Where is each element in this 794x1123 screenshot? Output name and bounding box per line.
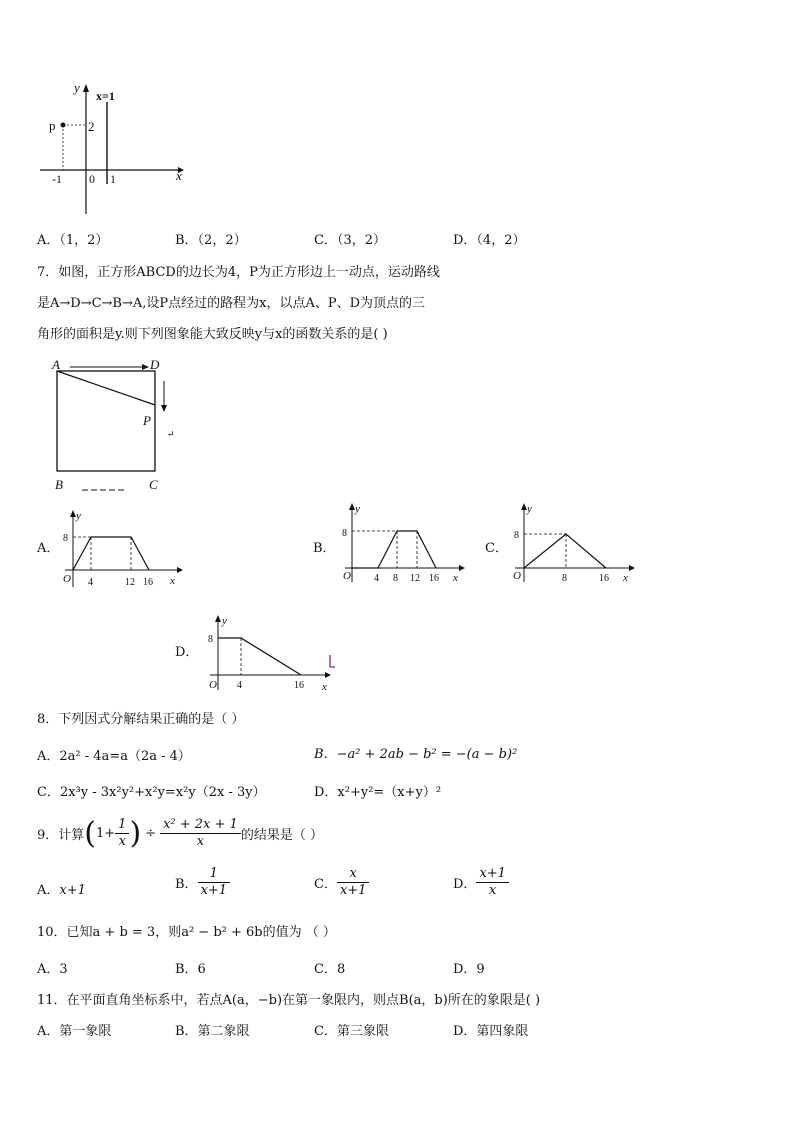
q9-fraction-1: $\frac{1}{x}$ xyxy=(115,817,129,850)
q6-option-d: D．（4，2） xyxy=(453,233,526,248)
q9-stem: 9．计算 ( 1+ $\frac{1}{x}$ ) ÷ $\frac{\text{x² + 2x + 1}}{x}$ 的结果是（ ） xyxy=(37,815,323,851)
square-abcd xyxy=(57,371,155,471)
label-a: A xyxy=(52,357,60,372)
q8-option-b: B．−a² + 2ab − b² = −(a − b)² xyxy=(314,747,518,762)
label-c: C xyxy=(149,477,158,492)
motion-arrow-right-head xyxy=(161,405,167,412)
label-d: D xyxy=(150,357,160,372)
q11-option-b: B．第二象限 xyxy=(175,1024,250,1039)
q9-fraction-2: $\frac{\text{x² + 2x + 1}}{x}$ xyxy=(160,817,241,850)
graph-d-curve xyxy=(218,638,301,675)
q10-option-b: B．6 xyxy=(175,962,206,977)
q9-option-c: C． $\frac{x}{x+1}$ xyxy=(314,866,369,899)
svg-text:x: x xyxy=(623,572,628,584)
q9-option-b: B． $\frac{1}{x+1}$ xyxy=(175,866,230,899)
graph-b-curve xyxy=(352,531,436,568)
graph-c-curve xyxy=(524,534,606,568)
q9-one-plus: 1+ xyxy=(96,825,116,841)
q11-option-d: D．第四象限 xyxy=(453,1024,529,1039)
svg-text:O: O xyxy=(209,679,217,691)
svg-text:16: 16 xyxy=(294,680,304,691)
svg-text:x: x xyxy=(322,681,327,693)
q7-square-figure xyxy=(50,355,185,495)
svg-text:O: O xyxy=(513,570,521,582)
q7-graph-a xyxy=(55,507,185,592)
svg-text:16: 16 xyxy=(429,573,439,584)
q6-coordinate-graph xyxy=(30,78,190,218)
svg-text:4: 4 xyxy=(237,680,242,691)
svg-text:O: O xyxy=(63,573,71,585)
q7-option-b-letter: B． xyxy=(313,541,336,556)
svg-text:y: y xyxy=(527,503,532,515)
q10-option-a: A．3 xyxy=(37,962,68,977)
svg-text:y: y xyxy=(355,503,360,515)
q7-graph-b xyxy=(335,500,470,585)
q9-option-a: A．x+1 xyxy=(37,883,86,898)
svg-text:8: 8 xyxy=(208,634,213,645)
q7-option-a-letter: A． xyxy=(37,541,60,556)
point-p xyxy=(61,123,66,128)
q7-line-2: 是A→D→C→B→A,设P点经过的路程为x，以点A、P、D为顶点的三 xyxy=(37,296,426,311)
svg-text:8: 8 xyxy=(63,533,68,544)
q11-option-a: A．第一象限 xyxy=(37,1024,112,1039)
svg-text:16: 16 xyxy=(599,573,609,584)
svg-text:4: 4 xyxy=(374,573,379,584)
label-x: x xyxy=(176,168,182,183)
label-p: p xyxy=(49,118,56,133)
svg-text:x: x xyxy=(170,575,175,587)
svg-text:y: y xyxy=(76,510,81,522)
q7-option-d-letter: D． xyxy=(175,645,199,660)
graph-a-curve xyxy=(73,537,149,570)
svg-text:8: 8 xyxy=(342,528,347,539)
label-p: P xyxy=(143,413,151,428)
svg-text:x: x xyxy=(453,572,458,584)
svg-text:12: 12 xyxy=(125,577,135,588)
y-axis-arrow xyxy=(83,84,89,92)
q11-stem: 11．在平面直角坐标系中，若点A(a，−b)在第一象限内，则点B(a，b)所在的象限是( ) xyxy=(37,993,541,1008)
segment-ap xyxy=(57,371,155,405)
q7-line-3: 角形的面积是y.则下列图象能大致反映y与x的函数关系的是( ) xyxy=(37,327,388,342)
q11-option-c: C．第三象限 xyxy=(314,1024,389,1039)
svg-text:↵: ↵ xyxy=(167,429,175,439)
svg-text:y: y xyxy=(222,615,227,627)
q8-option-d: D．x²+y²=（x+y）² xyxy=(314,785,442,800)
svg-text:8: 8 xyxy=(514,530,519,541)
label-line: x=1 xyxy=(96,89,115,103)
svg-text:12: 12 xyxy=(410,573,420,584)
q9-divide: ÷ xyxy=(145,825,157,841)
label-0: 0 xyxy=(89,172,95,186)
q8-stem: 8．下列因式分解结果正确的是（ ） xyxy=(37,712,245,727)
q10-option-d: D．9 xyxy=(453,962,485,977)
q10-stem: 10．已知a + b = 3，则a² − b² + 6b的值为 （ ） xyxy=(37,925,336,940)
q6-option-b: B．（2，2） xyxy=(175,233,247,248)
svg-text:16: 16 xyxy=(143,577,153,588)
motion-arrow-top-head xyxy=(142,364,149,370)
q9-prefix: 9．计算 xyxy=(37,827,85,843)
q9-suffix: 的结果是（ ） xyxy=(240,827,323,843)
label-y: y xyxy=(74,80,80,95)
label-neg1: -1 xyxy=(52,172,62,186)
svg-text:8: 8 xyxy=(562,573,567,584)
q7-option-c-letter: C． xyxy=(485,541,508,556)
q10-option-c: C．8 xyxy=(314,962,346,977)
q8-option-a: A．2a² - 4a=a（2a - 4） xyxy=(37,749,191,764)
svg-text:4: 4 xyxy=(88,577,93,588)
svg-text:O: O xyxy=(343,570,351,582)
label-2: 2 xyxy=(88,119,95,134)
q8-option-c: C．2x³y - 3x²y²+x²y=x²y（2x - 3y） xyxy=(37,785,266,800)
q9-option-d: D． $\frac{x+1}{x}$ xyxy=(453,866,509,899)
svg-text:8: 8 xyxy=(393,573,398,584)
q7-graph-d xyxy=(205,612,345,694)
q7-graph-c xyxy=(505,500,640,585)
q7-line-1: 7．如图，正方形ABCD的边长为4，P为正方形边上一动点，运动路线 xyxy=(37,265,440,280)
q6-option-c: C．（3，2） xyxy=(314,233,386,248)
q6-option-a: A．（1，2） xyxy=(37,233,109,248)
label-1: 1 xyxy=(110,172,116,186)
label-b: B xyxy=(55,477,63,492)
